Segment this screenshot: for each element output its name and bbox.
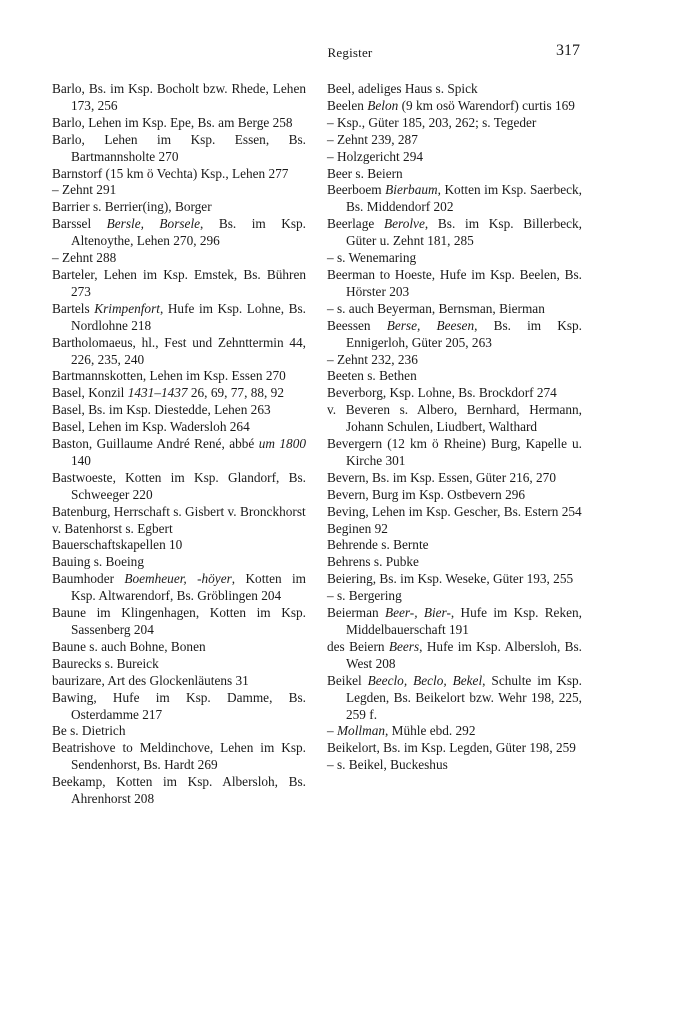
- index-entry: [52, 537, 306, 554]
- page-title: Register: [327, 45, 373, 60]
- index-entry: [327, 385, 582, 402]
- entry-italic-text: Berolve: [384, 216, 425, 232]
- entry-text: Bartels: [52, 300, 95, 316]
- entry-text: 26, 69, 77, 88, 92: [187, 385, 284, 401]
- entry-text: , Bs. im Ksp. Altenoythe, Lehen 270, 296: [71, 216, 306, 249]
- entry-text: Beer s. Beiern: [327, 165, 403, 181]
- index-entry: [52, 216, 306, 250]
- index-entry: [327, 639, 582, 673]
- index-entry: [327, 757, 582, 774]
- index-entry: [327, 81, 582, 98]
- entry-text: Barnstorf (15 km ö Vechta) Ksp., Lehen 277: [52, 165, 289, 181]
- entry-text: Beerlage: [327, 216, 384, 232]
- entry-italic-text: Krimpenfort: [94, 300, 160, 316]
- index-entry: [327, 368, 582, 385]
- entry-text: , Hufe im Ksp. Reken, Middelbauerschaft 191: [346, 605, 582, 637]
- index-entry: [52, 470, 306, 504]
- index-entry: [52, 554, 306, 571]
- index-entry: [327, 673, 582, 724]
- index-entry: [52, 774, 306, 808]
- entry-italic-text: Bersle, Borsele: [106, 216, 201, 232]
- entry-text: v. Beveren s. Albero, Bernhard, Hermann, Johann Schulen, Liudbert, Walthard: [327, 402, 582, 435]
- index-entry: [327, 521, 582, 538]
- index-entry: [327, 166, 582, 183]
- index-entry: [52, 199, 306, 216]
- entry-text: Bartholomaeus, hl., Fest und Zehnttermin 44, 226, 235, 240: [52, 334, 306, 367]
- entry-italic-text: Boemheuer, -höyer: [124, 571, 232, 587]
- entry-text: v. Batenhorst s. Egbert: [52, 520, 173, 536]
- entry-text: Baurecks s. Bureick: [52, 655, 159, 671]
- entry-text: Beikel: [327, 672, 368, 688]
- entry-text: Bevern, Burg im Ksp. Ostbevern 296: [327, 486, 526, 502]
- entry-text: – s. Wenemaring: [327, 250, 417, 266]
- entry-text: , Kotten im Ksp. Saerbeck, Bs. Middendorf 202: [346, 182, 582, 215]
- index-entry: [52, 402, 306, 419]
- entry-text: Beerman to Hoeste, Hufe im Ksp. Beelen, Bs. Hörster 203: [327, 266, 582, 299]
- entry-text: Barlo, Bs. im Ksp. Bocholt bzw. Rhede, Lehen 173, 256: [52, 81, 306, 113]
- index-entry: [52, 436, 306, 470]
- index-entry: [327, 537, 582, 554]
- index-entry: [327, 250, 582, 267]
- entry-text: Baune s. auch Bohne, Bonen: [52, 638, 206, 654]
- index-entry: [52, 690, 306, 724]
- entry-text: , Hufe im Ksp. Albersloh, Bs. West 208: [346, 638, 582, 671]
- entry-text: Basel, Konzil: [52, 385, 128, 401]
- index-entry: [52, 368, 306, 385]
- entry-text: Bevern, Bs. im Ksp. Essen, Güter 216, 270: [327, 469, 556, 485]
- entry-text: – Holzgericht 294: [327, 148, 424, 164]
- entry-text: , Bs. im Ksp. Ennigerloh, Güter 205, 263: [346, 317, 582, 350]
- entry-text: Be s. Dietrich: [52, 723, 126, 739]
- entry-text: des Beiern: [327, 638, 389, 654]
- entry-text: Baune im Klingenhagen, Kotten im Ksp. Sassenberg 204: [52, 605, 306, 637]
- entry-text: – s. Bergering: [327, 588, 402, 604]
- index-entry: [52, 639, 306, 656]
- index-entry: [327, 98, 582, 115]
- entry-italic-text: Bierbaum: [385, 182, 438, 198]
- entry-text: Bauing s. Boeing: [52, 554, 144, 570]
- entry-text: Beverborg, Ksp. Lohne, Bs. Brockdorf 274: [327, 385, 557, 401]
- entry-text: Beekamp, Kotten im Ksp. Albersloh, Bs. Ahrenhorst 208: [52, 774, 306, 807]
- entry-text: , Bs. im Ksp. Billerbeck, Güter u. Zehnt 181, 285: [346, 216, 583, 249]
- entry-text: , Hufe im Ksp. Lohne, Bs. Nordlohne 218: [71, 300, 306, 333]
- entry-italic-text: 1431–1437: [127, 385, 188, 401]
- index-entry: [327, 182, 582, 216]
- entry-italic-text: Mollman: [336, 723, 385, 739]
- right-column: [327, 81, 582, 774]
- entry-text: – Zehnt 291: [52, 182, 117, 198]
- entry-text: Barteler, Lehen im Ksp. Emstek, Bs. Bühren 273: [52, 266, 306, 299]
- index-entry: [327, 504, 582, 521]
- index-entry: [327, 571, 582, 588]
- index-entry: [327, 487, 582, 504]
- entry-text: Bevergern (12 km ö Rheine) Burg, Kapelle u. Kirche 301: [327, 436, 582, 468]
- entry-text: Basel, Bs. im Ksp. Diestedde, Lehen 263: [52, 402, 271, 418]
- entry-italic-text: Beers: [388, 638, 420, 654]
- index-entry: [52, 166, 306, 183]
- index-entry: [52, 250, 306, 267]
- entry-italic-text: um 1800: [258, 436, 306, 452]
- index-entry: [327, 149, 582, 166]
- entry-text: – s. Beikel, Buckeshus: [327, 757, 448, 773]
- left-column: [52, 81, 306, 808]
- entry-text: Beelen: [327, 97, 368, 113]
- index-entry: [52, 132, 306, 166]
- entry-text: Barrier s. Berrier(ing), Borger: [52, 199, 212, 215]
- entry-text: , Mühle ebd. 292: [385, 723, 476, 739]
- index-entry: [52, 605, 306, 639]
- entry-text: Bastwoeste, Kotten im Ksp. Glandorf, Bs. Schweeger 220: [52, 469, 306, 502]
- index-entry: [52, 385, 306, 402]
- entry-text: Beving, Lehen im Ksp. Gescher, Bs. Estern 254: [327, 503, 582, 519]
- index-entry: [52, 504, 306, 521]
- entry-text: –: [327, 723, 337, 739]
- index-entry: [52, 571, 306, 605]
- index-entry: [52, 115, 306, 132]
- entry-text: Beeten s. Bethen: [327, 368, 417, 384]
- entry-text: Behrende s. Bernte: [327, 537, 429, 553]
- index-entry: [52, 301, 306, 335]
- entry-text: Barlo, Lehen im Ksp. Epe, Bs. am Berge 258: [52, 114, 293, 130]
- entry-text: – Zehnt 288: [52, 250, 117, 266]
- entry-text: , Schulte im Ksp. Legden, Bs. Beikelort bzw. Wehr 198, 225, 259 f.: [346, 672, 582, 722]
- index-entry: [52, 656, 306, 673]
- entry-text: Barlo, Lehen im Ksp. Essen, Bs. Bartmannsholte 270: [52, 131, 306, 164]
- entry-text: Beel, adeliges Haus s. Spick: [327, 81, 478, 96]
- index-entry: [327, 605, 582, 639]
- entry-text: Basel, Lehen im Ksp. Wadersloh 264: [52, 419, 250, 435]
- entry-text: – s. auch Beyerman, Bernsman, Bierman: [327, 300, 545, 316]
- entry-text: baurizare, Art des Glockenläutens 31: [52, 672, 249, 688]
- entry-text: , Kotten im Ksp. Altwarendorf, Bs. Gröblingen 204: [71, 571, 306, 604]
- entry-text: Bawing, Hufe im Ksp. Damme, Bs. Osterdamme 217: [52, 689, 306, 722]
- index-entry: [327, 740, 582, 757]
- entry-text: Baston, Guillaume André René, abbé: [52, 436, 259, 452]
- entry-text: – Ksp., Güter 185, 203, 262; s. Tegeder: [327, 114, 537, 130]
- page-number: 317: [556, 42, 580, 59]
- index-entry: [52, 673, 306, 690]
- index-entry: [327, 132, 582, 149]
- index-entry: [327, 470, 582, 487]
- entry-text: – Zehnt 239, 287: [327, 131, 418, 147]
- entry-text: Bartmannskotten, Lehen im Ksp. Essen 270: [52, 368, 286, 384]
- index-entry: [52, 740, 306, 774]
- index-entry: [327, 216, 582, 250]
- index-entry: [52, 182, 306, 199]
- index-entry: [327, 318, 582, 352]
- index-entry: [327, 115, 582, 132]
- index-entry: [52, 723, 306, 740]
- index-entry: [327, 588, 582, 605]
- entry-text: 140: [71, 452, 91, 468]
- entry-italic-text: Belon: [367, 97, 399, 113]
- entry-text: Beessen: [327, 317, 387, 333]
- entry-italic-text: Berse, Beesen: [386, 317, 475, 333]
- entry-text: Baumhoder: [52, 571, 125, 587]
- index-entry: [327, 301, 582, 318]
- entry-italic-text: Beeclo, Beclo, Bekel: [367, 672, 483, 688]
- entry-text: Behrens s. Pubke: [327, 554, 419, 570]
- entry-text: Batenburg, Herrschaft s. Gisbert v. Bronckhorst: [52, 503, 306, 519]
- index-entry: [52, 267, 306, 301]
- entry-text: Beikelort, Bs. im Ksp. Legden, Güter 198, 259: [327, 740, 576, 756]
- index-entry: [327, 554, 582, 571]
- index-entry: [52, 521, 306, 538]
- entry-text: (9 km osö Warendorf) curtis 169: [398, 97, 575, 113]
- index-entry: [52, 335, 306, 369]
- index-entry: [52, 81, 306, 115]
- index-entry: [327, 267, 582, 301]
- index-entry: [327, 723, 582, 740]
- entry-text: Beierman: [327, 605, 385, 621]
- index-entry: [52, 419, 306, 436]
- entry-text: Beiering, Bs. im Ksp. Weseke, Güter 193, 255: [327, 571, 574, 587]
- entry-italic-text: Beer-, Bier-: [384, 605, 451, 621]
- entry-text: Bauerschaftskapellen 10: [52, 537, 183, 553]
- index-entry: [327, 352, 582, 369]
- entry-text: Beatrishove to Meldinchove, Lehen im Ksp. Sendenhorst, Bs. Hardt 269: [52, 740, 306, 773]
- index-entry: [327, 402, 582, 436]
- index-entry: [327, 436, 582, 470]
- entry-text: Barssel: [52, 216, 107, 232]
- entry-text: – Zehnt 232, 236: [327, 351, 418, 367]
- entry-text: Beerboem: [327, 182, 386, 198]
- entry-text: Beginen 92: [327, 520, 388, 536]
